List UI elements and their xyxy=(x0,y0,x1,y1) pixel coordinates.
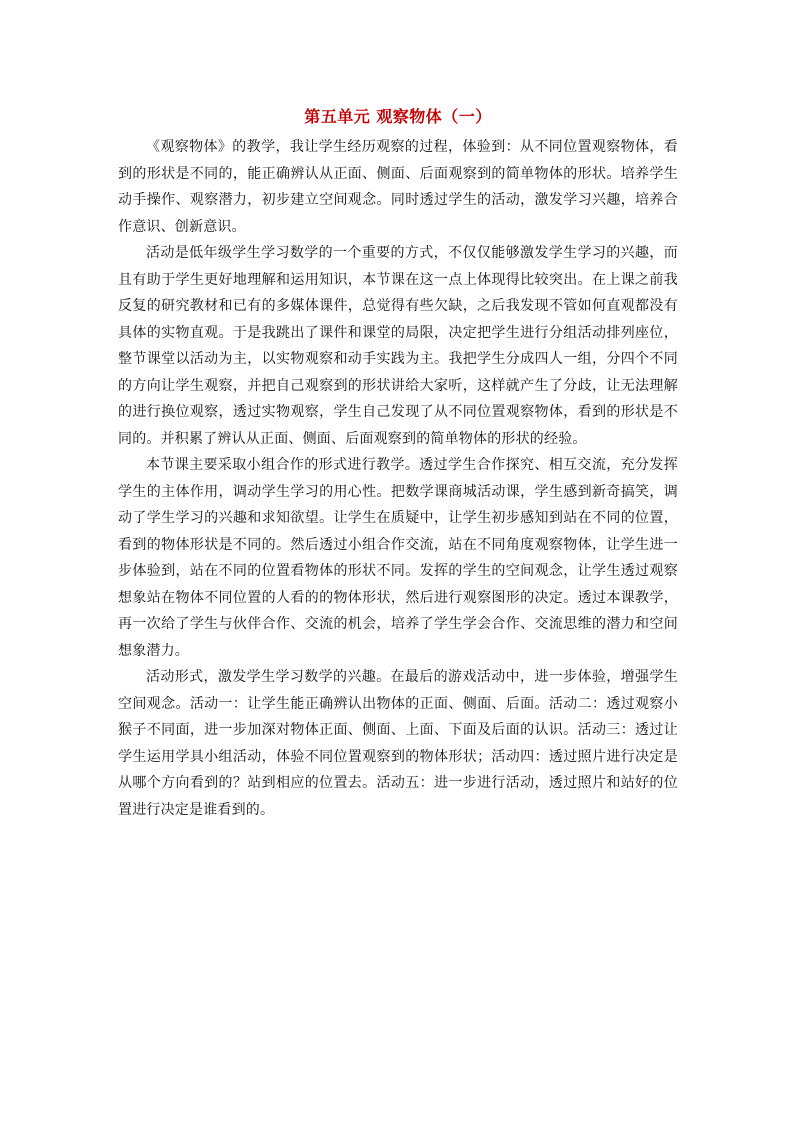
paragraph-2: 活动是低年级学生学习数学的一个重要的方式，不仅仅能够激发学生学习的兴趣，而且有助于学生更好地理解和运用知识，本节课在这一点上体现得比较突出。在上课之前我反复的研究教材和已有的多媒体课件，总觉得有些欠缺，之后我发现不管如何直观都没有具体的实物直观。于是我跳出了课件和课堂的局限，决定把学生进行分组活动排列座位，整节课堂以活动为主，以实物观察和动手实践为主。我把学生分成四人一组，分四个不同的方向让学生观察，并把自己观察到的形状讲给大家听，这样就产生了分歧，让无法理解的进行换位观察，透过实物观察，学生自己发现了从不同位置观察物体，看到的形状是不同的。并积累了辨认从正面、侧面、后面观察到的简单物体的形状的经验。 xyxy=(118,245,678,447)
paragraph-1: 《观察物体》的教学，我让学生经历观察的过程，体验到：从不同位置观察物体，看到的形状是不同的，能正确辨认从正面、侧面、后面观察到的简单物体的形状。培养学生动手操作、观察潜力，初步建立空间观念。同时透过学生的活动，激发学习兴趣，培养合作意识、创新意识。 xyxy=(118,139,678,235)
paragraph-4: 活动形式，激发学生学习数学的兴趣。在最后的游戏活动中，进一步体验，增强学生空间观念。活动一：让学生能正确辨认出物体的正面、侧面、后面。活动二：透过观察小猴子不同面，进一步加深对物体正面、侧面、上面、下面及后面的认识。活动三：透过让学生运用学具小组活动，体验不同位置观察到的物体形状；活动四：透过照片进行决定是从哪个方向看到的？站到相应的位置去。活动五：进一步进行活动，透过照片和站好的位置进行决定是谁看到的。 xyxy=(118,669,678,818)
document-page xyxy=(118,100,678,823)
document-title: 第五单元 观察物体（一） xyxy=(304,107,492,126)
paragraph-3: 本节课主要采取小组合作的形式进行教学。透过学生合作探究、相互交流，充分发挥学生的主体作用，调动学生学习的用心性。把数学课商城活动课，学生感到新奇搞笑，调动了学生学习的兴趣和求知欲望。让学生在质疑中，让学生初步感知到站在不同的位置，看到的物体形状是不同的。然后透过小组合作交流，站在不同角度观察物体，让学生进一步体验到，站在不同的位置看物体的形状不同。发挥的学生的空间观念，让学生透过观察想象站在物体不同位置的人看的的物体形状，然后进行观察图形的决定。透过本课教学，再一次给了学生与伙伴合作、交流的机会，培养了学生学会合作、交流思维的潜力和空间想象潜力。 xyxy=(118,457,678,659)
